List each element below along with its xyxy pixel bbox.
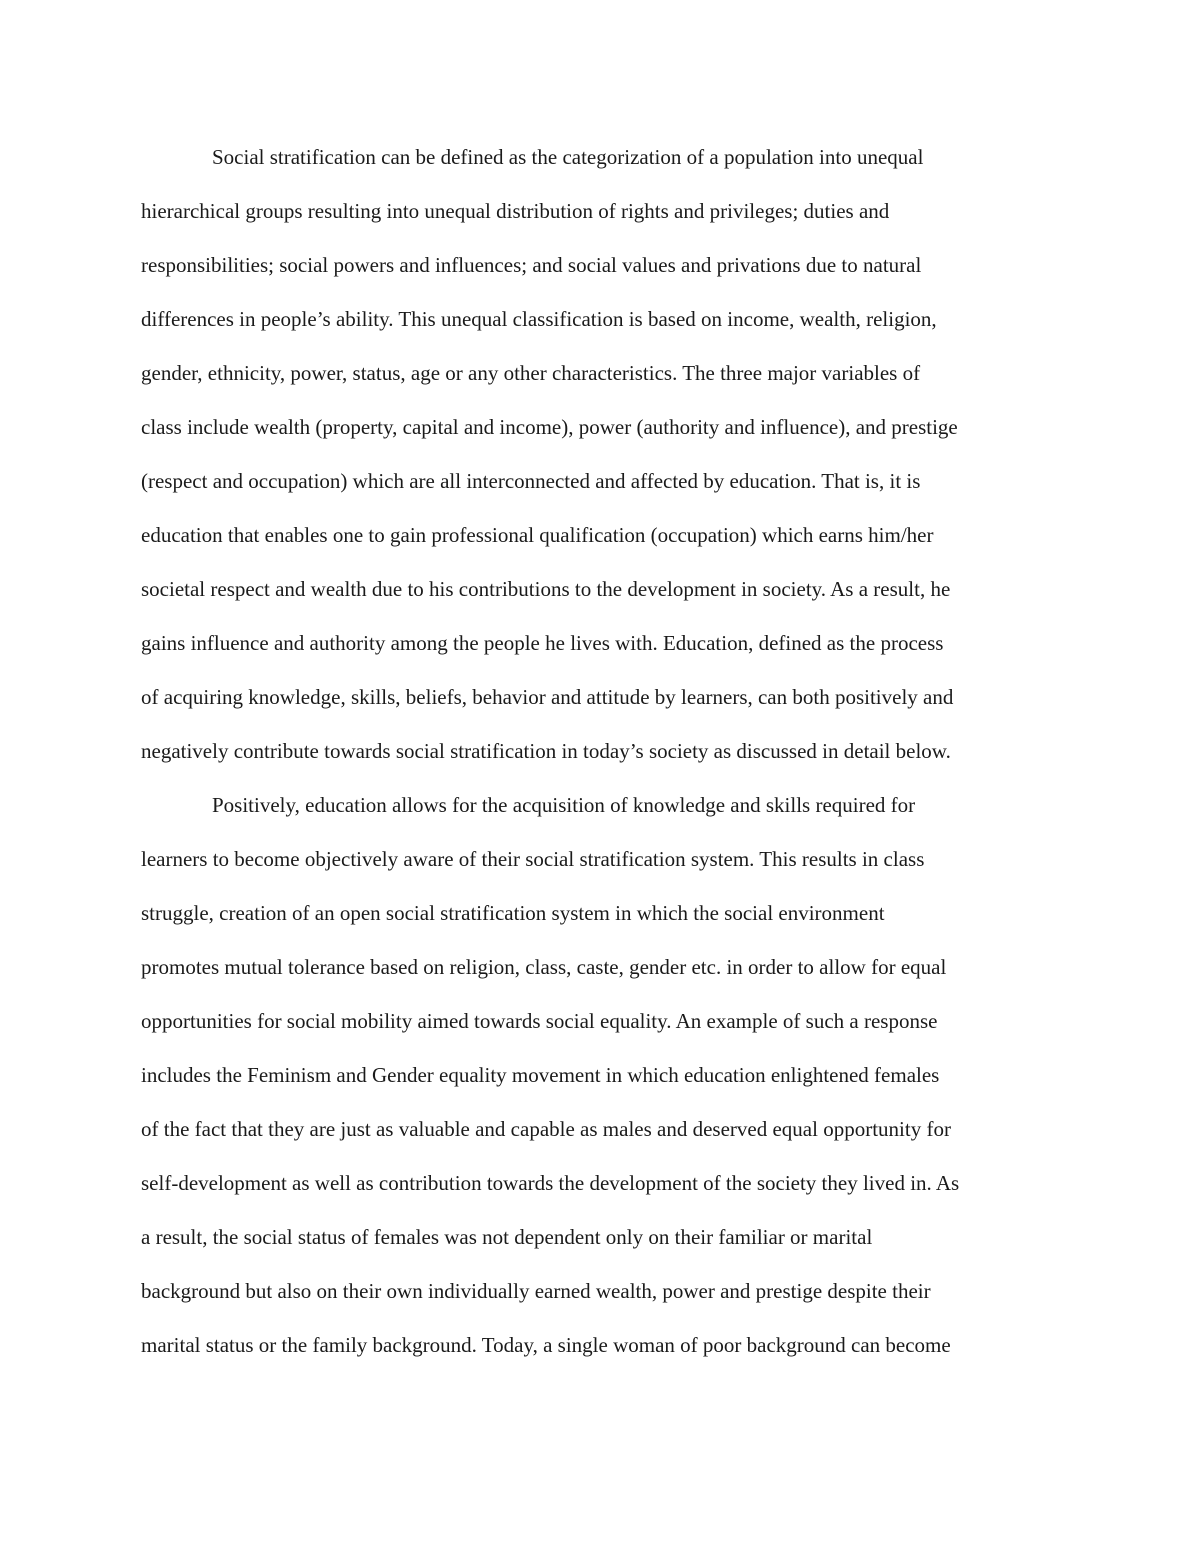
paragraph-2-line-2: learners to become objectively aware of their social stratification system. This results in class — [141, 847, 925, 871]
paragraph-2-line-5: opportunities for social mobility aimed towards social equality. An example of such a response — [141, 1009, 938, 1033]
paragraph-1-line-8: education that enables one to gain professional qualification (occupation) which earns him/her — [141, 523, 934, 547]
paragraph-1-line-12: negatively contribute towards social stratification in today’s society as discussed in detail below. — [141, 739, 951, 763]
paragraph-1-line-7: (respect and occupation) which are all interconnected and affected by education. That is, it is — [141, 469, 921, 493]
paragraph-1-line-5: gender, ethnicity, power, status, age or any other characteristics. The three major variables of — [141, 361, 921, 385]
paragraph-1-line-6: class include wealth (property, capital and income), power (authority and influence), and prestige — [141, 415, 958, 439]
body-text — [141, 130, 1071, 1372]
paragraph-2-line-8: self-development as well as contribution towards the development of the society they lived in. As — [141, 1171, 960, 1195]
paragraph-2-line-10: background but also on their own individually earned wealth, power and prestige despite their — [141, 1279, 931, 1303]
paragraph-1-line-3: responsibilities; social powers and influences; and social values and privations due to natural — [141, 253, 922, 277]
paragraph-1-line-9: societal respect and wealth due to his contributions to the development in society. As a result, he — [141, 577, 951, 601]
paragraph-1-line-1: Social stratification can be defined as the categorization of a population into unequal — [212, 145, 924, 169]
paragraph-2-line-9: a result, the social status of females was not dependent only on their familiar or marital — [141, 1225, 873, 1249]
paragraph-2-line-3: struggle, creation of an open social stratification system in which the social environment — [141, 901, 885, 925]
paragraph-2-line-4: promotes mutual tolerance based on religion, class, caste, gender etc. in order to allow for equal — [141, 955, 947, 979]
paragraph-2-line-7: of the fact that they are just as valuable and capable as males and deserved equal opportunity for — [141, 1117, 951, 1141]
paragraph-1-line-10: gains influence and authority among the people he lives with. Education, defined as the process — [141, 631, 944, 655]
paragraph-1-line-2: hierarchical groups resulting into unequal distribution of rights and privileges; duties and — [141, 199, 890, 223]
paragraph-2-line-6: includes the Feminism and Gender equality movement in which education enlightened females — [141, 1063, 940, 1087]
paragraph-2-line-1: Positively, education allows for the acquisition of knowledge and skills required for — [212, 793, 916, 817]
paragraph-2-line-11: marital status or the family background. Today, a single woman of poor background can become — [141, 1333, 951, 1357]
paragraph-1-line-11: of acquiring knowledge, skills, beliefs, behavior and attitude by learners, can both positively and — [141, 685, 954, 709]
paragraph-1-line-4: differences in people’s ability. This unequal classification is based on income, wealth, religion, — [141, 307, 937, 331]
